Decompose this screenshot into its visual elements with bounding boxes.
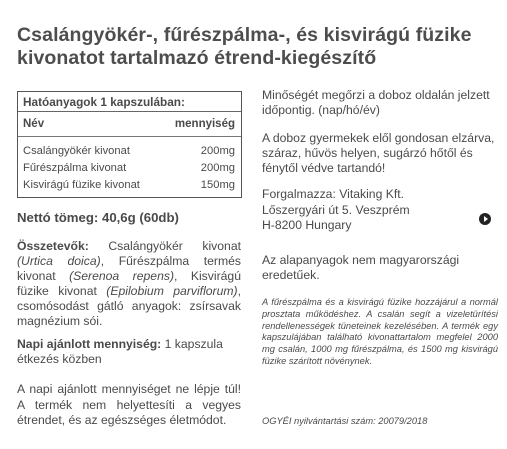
ingredients-part: , csomósodást gátló anyagok: zsírsavak magnézium sói.	[17, 284, 241, 328]
warning-text: A napi ajánlott mennyiséget ne lépje túl! A termék nem helyettesíti a vegyes étrendet, és az egészséges életmódot.	[17, 382, 241, 427]
table-row	[23, 162, 235, 177]
daily-dose-label: Napi ajánlott mennyiség:	[17, 337, 162, 351]
latin-name: (Urtica doica)	[17, 254, 101, 268]
active-ingredients-table	[17, 91, 242, 198]
ingredients-text	[17, 239, 241, 329]
health-claims-text: A fűrészpálma és a kisvirágú füzike hozzájárul a normál prosztata működéshez. A csalán segít a vizeletürítési rendellenességek tüneteinek kezelésében. A termék egy kapszulájában található kivonattartalom megfelel 2000 mg csalán, 1000 mg fűrészpálma, és 1500 mg kisvirágú füzike szárított növénynek.	[262, 297, 498, 366]
column-header-quantity: mennyiség	[174, 118, 235, 130]
origin-text: Az alapanyagok nem magyarországi eredetűek.	[262, 253, 460, 282]
table-divider	[18, 111, 241, 112]
table-row	[23, 145, 235, 160]
table-row	[23, 179, 235, 194]
ingredients-label: Összetevők:	[17, 239, 89, 253]
ingredient-quantity: 150mg	[200, 179, 235, 191]
table-header: Hatóanyagok 1 kapszulában:	[23, 95, 185, 109]
storage-text: A doboz gyermekek elől gondosan elzárva, száraz, hűvös helyen, sugárzó hőtől és fénytől védve tartandó!	[262, 131, 495, 175]
play-arrow-icon[interactable]	[479, 213, 491, 225]
ingredients-part: Csalángyökér kivonat	[88, 239, 241, 253]
ingredients-part: , Fűrészpálma termés kivonat	[17, 254, 241, 283]
shelf-life-text: Minőségét megőrzi a doboz oldalán jelzett időpontig. (nap/hó/év)	[262, 88, 490, 117]
latin-name: (Epilobium parviflorum)	[106, 284, 238, 298]
daily-dose	[17, 337, 241, 367]
distributor-line: Lőszergyári út 5. Veszprém	[262, 202, 410, 217]
net-weight: Nettó tömeg: 40,6g (60db)	[17, 210, 179, 225]
registration-number: OGYÉI nyilvántartási szám: 20079/2018	[262, 416, 428, 426]
table-divider	[18, 136, 241, 137]
ingredient-name: Csalángyökér kivonat	[23, 145, 130, 157]
product-title: Csalángyökér-, fűrészpálma-, és kisvirágú füzike kivonatot tartalmazó étrend-kiegészítő	[17, 24, 472, 69]
ingredient-name: Kisvirágú füzike kivonat	[23, 179, 140, 191]
daily-dose-text: 1 kapszula étkezés közben	[17, 337, 223, 366]
distributor-line: H-8200 Hungary	[262, 218, 352, 232]
ingredient-quantity: 200mg	[200, 162, 235, 174]
latin-name: (Serenoa repens)	[69, 269, 174, 283]
ingredient-quantity: 200mg	[200, 145, 235, 157]
distributor-info	[262, 187, 498, 234]
ingredients-part: , Kisvirágú füzike kivonat	[17, 269, 241, 298]
distributor-line: Forgalmazza: Vitaking Kft.	[262, 187, 405, 201]
column-header-name: Név	[23, 118, 45, 130]
ingredient-name: Fűrészpálma kivonat	[23, 162, 127, 174]
